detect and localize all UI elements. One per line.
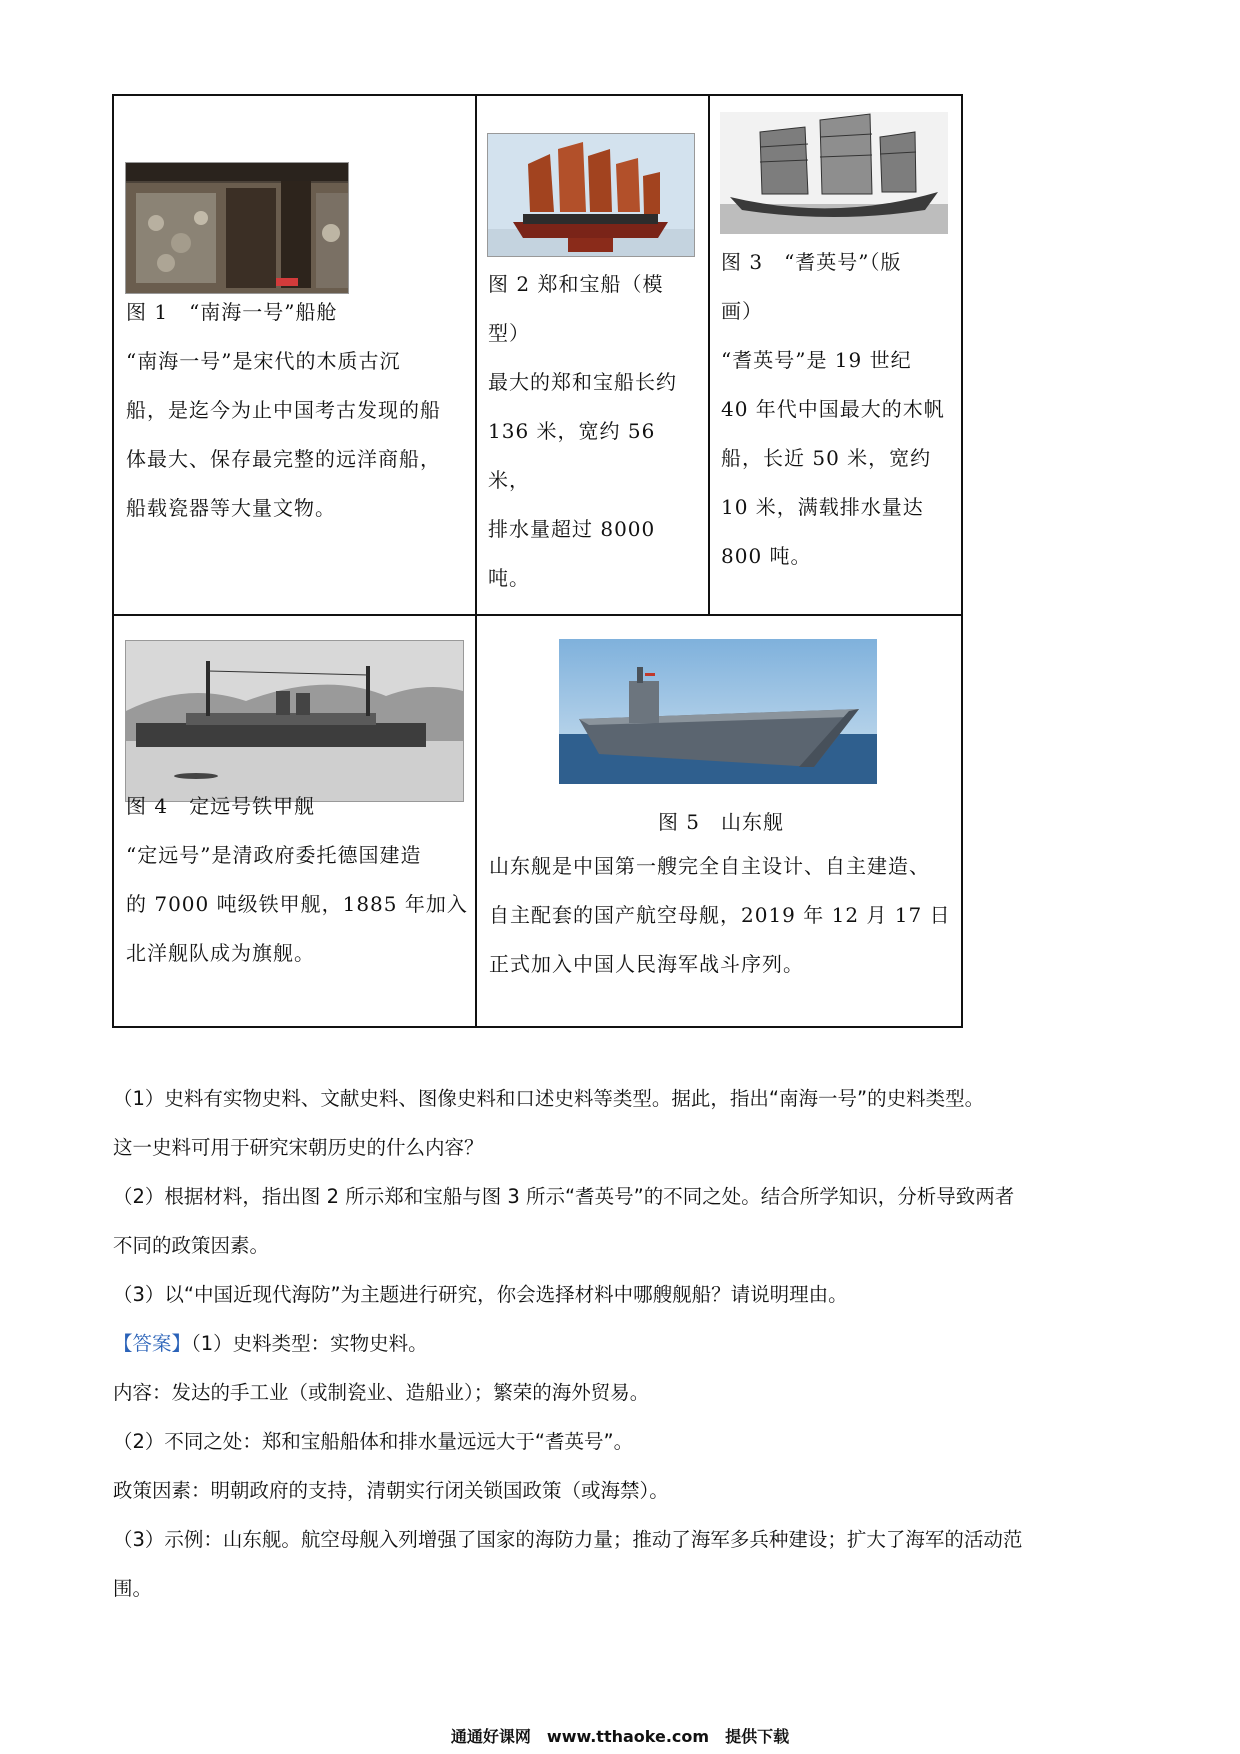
figure-caption: 型） — [488, 321, 530, 345]
answer-first-line — [113, 1319, 1133, 1368]
figure-caption: 图 5 山东舰 — [657, 810, 785, 834]
answer-section — [113, 1319, 1133, 1613]
zhenghe-treasure-ship-model-image — [487, 133, 695, 257]
answer-text: （1）史料类型：实物史料。 — [191, 1332, 428, 1355]
figure-description-line: 最大的郑和宝船长约 — [488, 370, 677, 394]
figure-caption: 图 4 定远号铁甲舰 — [126, 794, 316, 818]
figure-cell-2 — [475, 94, 710, 616]
page-footer: 通通好课网 www.tthaoke.com 提供下载 — [450, 1727, 790, 1746]
figure-caption: 图 3 “耆英号”（版 — [721, 250, 902, 274]
figure-description-line: 的 7000 吨级铁甲舰，1885 年加入 — [126, 892, 468, 916]
figure-description-line: “定远号”是清政府委托德国建造 — [126, 843, 422, 867]
figure-caption: 图 2 郑和宝船（模 — [488, 272, 664, 296]
figure-2-text — [488, 260, 703, 603]
answer-line: （3）示例：山东舰。航空母舰入列增强了国家的海防力量；推动了海军多兵种建设；扩大了海军的活动范 — [113, 1528, 1023, 1551]
dingyuan-ironclad-photo — [125, 640, 464, 802]
keying-junk-print-image — [720, 112, 948, 234]
figure-description-line: 船载瓷器等大量文物。 — [126, 496, 336, 520]
question-line: （1）史料有实物史料、文献史料、图像史料和口述史料等类型。据此，指出“南海一号”的史料类型。 — [113, 1087, 985, 1110]
question-section — [113, 1074, 1133, 1319]
figure-5-text — [489, 842, 959, 989]
figure-caption: 画） — [721, 299, 763, 323]
figure-caption: 图 1 “南海一号”船舱 — [126, 300, 338, 324]
figure-description-line: 北洋舰队成为旗舰。 — [126, 941, 315, 965]
figure-description-line: 40 年代中国最大的木帆 — [721, 397, 945, 421]
figure-description-line: 吨。 — [488, 566, 530, 590]
question-line: 这一史料可用于研究宋朝历史的什么内容？ — [113, 1136, 484, 1159]
question-line: （2）根据材料，指出图 2 所示郑和宝船与图 3 所示“耆英号”的不同之处。结合所学知识，分析导致两者 — [113, 1185, 1015, 1208]
figure-description-line: 正式加入中国人民海军战斗序列。 — [489, 952, 804, 976]
shandong-carrier-photo — [559, 639, 877, 784]
answer-line: 围。 — [113, 1577, 153, 1600]
figure-description-line: 800 吨。 — [721, 544, 812, 568]
figure-5-caption-wrap — [477, 798, 965, 847]
figure-cell-1 — [112, 94, 477, 616]
figure-description-line: “南海一号”是宋代的木质古沉 — [126, 349, 401, 373]
answer-line: 内容：发达的手工业（或制瓷业、造船业）；繁荣的海外贸易。 — [113, 1381, 650, 1404]
figure-description-line: 136 米，宽约 56 米， — [488, 419, 656, 492]
figure-description-line: 船，长近 50 米，宽约 — [721, 446, 932, 470]
figure-cell-4 — [112, 614, 477, 1028]
figure-1-text — [126, 288, 466, 533]
figure-description-line: 体最大、保存最完整的远洋商船， — [126, 447, 441, 471]
figure-description-line: 船，是迄今为止中国考古发现的船 — [126, 398, 441, 422]
question-line: 不同的政策因素。 — [113, 1234, 270, 1257]
figure-description-line: 自主配套的国产航空母舰，2019 年 12 月 17 日 — [489, 903, 951, 927]
shipwreck-hold-image — [125, 162, 349, 294]
figure-4-text — [126, 782, 471, 978]
answer-line: （2）不同之处：郑和宝船船体和排水量远远大于“耆英号”。 — [113, 1430, 634, 1453]
answer-line: 政策因素：明朝政府的支持，清朝实行闭关锁国政策（或海禁）。 — [113, 1479, 669, 1502]
figure-description-line: 10 米，满载排水量达 — [721, 495, 924, 519]
figure-description-line: 排水量超过 8000 — [488, 517, 656, 541]
question-line: （3）以“中国近现代海防”为主题进行研究，你会选择材料中哪艘舰船？请说明理由。 — [113, 1283, 848, 1306]
figure-description-line: “耆英号”是 19 世纪 — [721, 348, 912, 372]
figure-description-line: 山东舰是中国第一艘完全自主设计、自主建造、 — [489, 854, 930, 878]
figure-cell-3 — [708, 94, 963, 616]
answer-tag: 【答案】 — [113, 1332, 192, 1355]
figure-table — [112, 94, 963, 1028]
figure-cell-5 — [475, 614, 963, 1028]
figure-3-text — [721, 238, 961, 581]
